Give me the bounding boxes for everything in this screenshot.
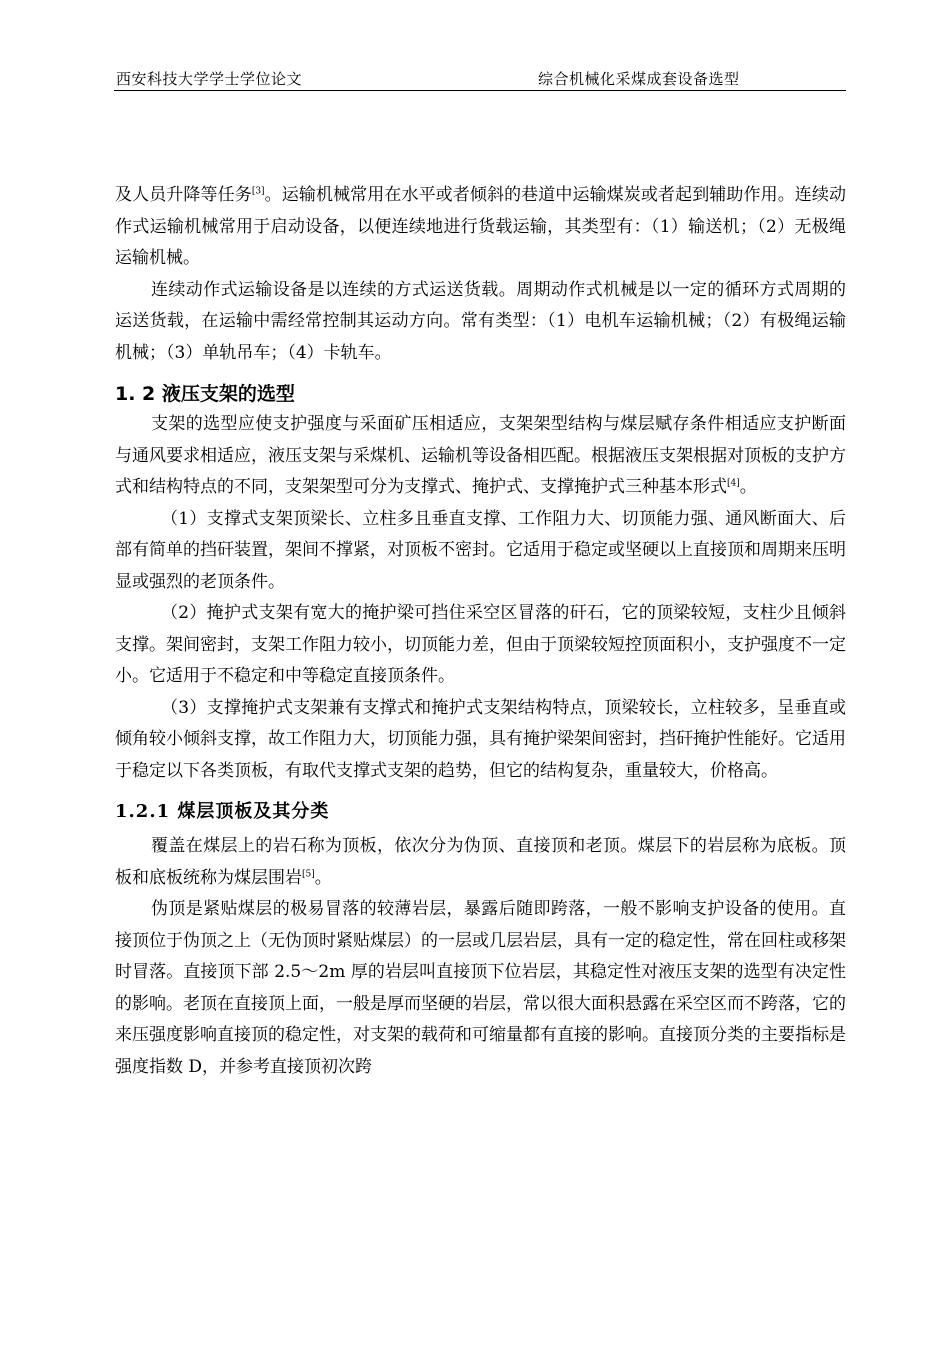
citation-4: [4]: [727, 478, 740, 489]
text-run: 及人员升降等任务: [115, 185, 252, 205]
header-university-title: 西安科技大学学士学位论文: [116, 70, 303, 88]
paragraph-roof-classification: 伪顶是紧贴煤层的极易冒落的较薄岩层，暴露后随即跨落，一般不影响支护设备的使用。直接顶位于伪顶之上（无伪顶时紧贴煤层）的一层或几层岩层，具有一定的稳定性，常在回柱或移架时冒落。直接顶下部 2.5～2m 厚的岩层叫直接顶下位岩层，其稳定性对液压支架的选型有决定性的影响。老顶在直接顶上面，一般是厚而坚硬的岩层，常以很大面积悬露在采空区而不跨落，它的来压强度影响直接顶的稳定性，对支架的载荷和可缩量都有直接的影响。直接顶分类的主要指标是强度指数 D，并参考直接顶初次跨: [115, 899, 846, 1077]
section-heading-1-2-1: 1.2.1 煤层顶板及其分类: [115, 801, 330, 822]
header-thesis-title: 综合机械化采煤成套设备选型: [538, 70, 740, 88]
paragraph-roof-definition: [115, 831, 846, 894]
text-run: 覆盖在煤层上的岩石称为顶板，依次分为伪顶、直接顶和老顶。煤层下的岩层称为底板。顶板和底板统称为煤层围岩: [115, 836, 846, 888]
paragraph-support-selection: [115, 409, 846, 504]
citation-5: [5]: [302, 868, 315, 879]
section-heading-1-2: 1. 2 液压支架的选型: [115, 383, 295, 405]
paragraph-transport-types: 连续动作式运输设备是以连续的方式运送货载。周期动作式机械是以一定的循环方式周期的运送货载，在运输中需经常控制其运动方向。常有类型：（1）电机车运输机械；（2）有极绳运输机械；（3）单轨吊车；（4）卡轨车。: [115, 279, 846, 363]
paragraph-support-type-2: （2）掩护式支架有宽大的掩护梁可挡住采空区冒落的矸石，它的顶梁较短，支柱少且倾斜支撑。架间密封，支架工作阻力较小，切顶能力差，但由于顶梁较短控顶面积小，支护强度不一定小。它适用于不稳定和中等稳定直接顶条件。: [115, 603, 846, 686]
text-run: 。: [314, 867, 332, 888]
citation-3: [3]: [251, 186, 265, 197]
header-rule: [114, 90, 846, 91]
text-run: 。: [739, 477, 757, 497]
text-run: 。运输机械常用在水平或者倾斜的巷道中运输煤炭或者起到辅助作用。连续动作式运输机械常用于启动设备，以便连续地进行货载运输，其类型有：（1）输送机；（2）无极绳运输机械。: [115, 185, 847, 268]
paragraph-transport-continued: [115, 180, 846, 275]
text-run: 支架的选型应使支护强度与采面矿压相适应，支架架型结构与煤层赋存条件相适应支护断面与通风要求相适应，液压支架与采煤机、运输机等设备相匹配。根据液压支架根据对顶板的支护方式和结构特点的不同，支架架型可分为支撑式、掩护式、支撑掩护式三种基本形式: [115, 414, 846, 497]
body-text: [115, 180, 846, 1083]
paragraph-support-type-3: （3）支撑掩护式支架兼有支撑式和掩护式支架结构特点，顶梁较长，立柱较多，呈垂直或倾角较小倾斜支撑，故工作阻力大，切顶能力强，具有掩护梁架间密封，挡矸掩护性能好。它适用于稳定以下各类顶板，有取代支撑式支架的趋势，但它的结构复杂，重量较大，价格高。: [115, 697, 846, 781]
paragraph-support-type-1: （1）支撑式支架顶梁长、立柱多且垂直支撑、工作阻力大、切顶能力强、通风断面大、后部有简单的挡矸装置，架间不撑紧，对顶板不密封。它适用于稳定或坚硬以上直接顶和周期来压明显或强烈的老顶条件。: [115, 508, 846, 592]
